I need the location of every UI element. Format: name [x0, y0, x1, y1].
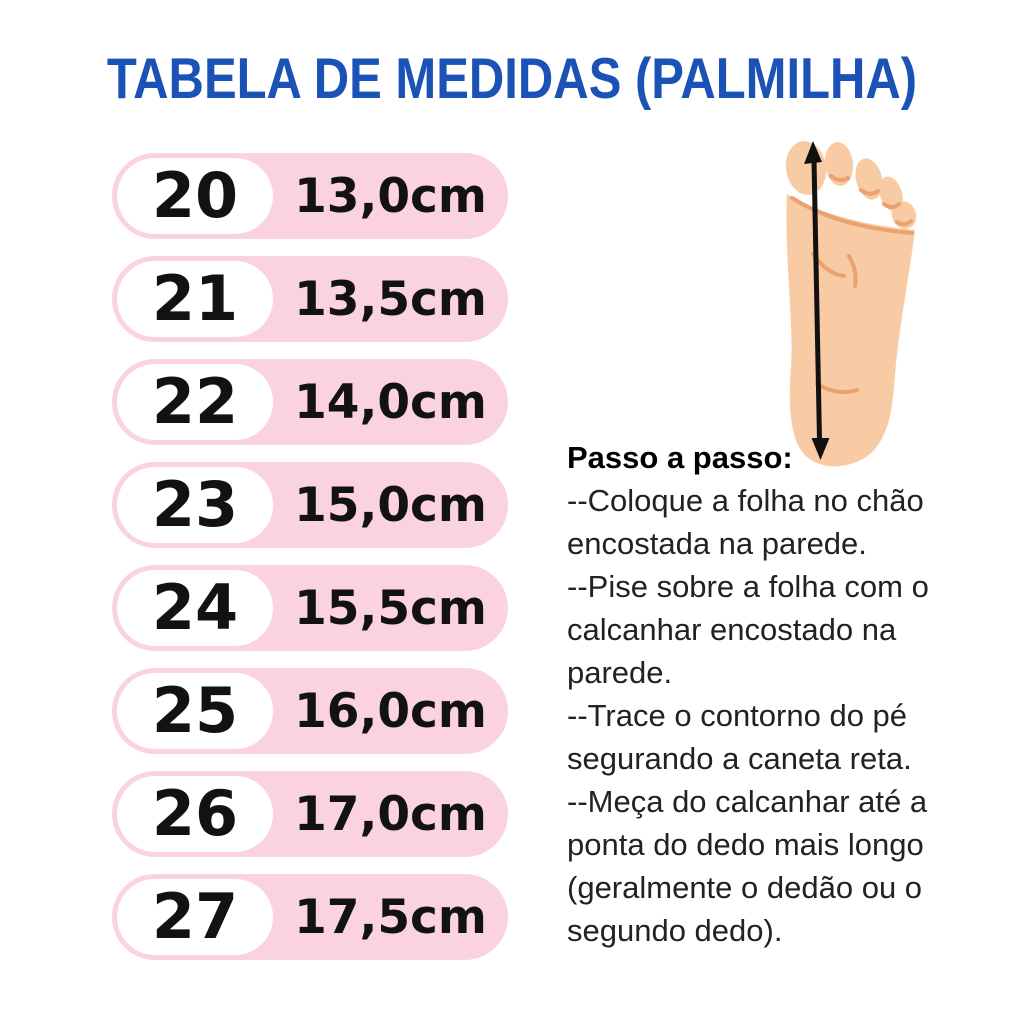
size-number: 20 — [151, 159, 239, 232]
size-number: 26 — [151, 777, 239, 850]
size-badge — [117, 364, 273, 440]
size-table — [112, 153, 508, 960]
size-badge — [117, 879, 273, 955]
size-number: 23 — [151, 468, 239, 541]
foot-illustration — [775, 138, 925, 470]
instruction-step: --Meça do calcanhar até a ponta do dedo mais longo (geralmente o dedão ou o segundo dedo). — [567, 784, 928, 948]
page-title: TABELA DE MEDIDAS (PALMILHA) — [106, 47, 918, 111]
size-badge — [117, 261, 273, 337]
instruction-step: --Coloque a folha no chão encostada na parede. — [567, 483, 924, 561]
table-row — [112, 256, 508, 342]
instruction-step: --Pise sobre a folha com o calcanhar encostado na parede. — [567, 569, 929, 690]
insole-length: 14,0cm — [294, 374, 487, 430]
size-number: 21 — [151, 262, 239, 335]
table-row — [112, 359, 508, 445]
table-row — [112, 668, 508, 754]
insole-length: 13,5cm — [294, 271, 487, 327]
foot-sole-icon — [775, 138, 925, 470]
table-row — [112, 565, 508, 651]
size-number: 24 — [151, 571, 239, 644]
insole-length: 17,0cm — [294, 786, 487, 842]
size-number: 27 — [151, 880, 239, 953]
size-badge — [117, 570, 273, 646]
insole-length: 17,5cm — [294, 889, 487, 945]
size-number: 22 — [151, 365, 239, 438]
insole-length: 15,0cm — [294, 477, 487, 533]
table-row — [112, 153, 508, 239]
size-badge — [117, 467, 273, 543]
size-badge — [117, 673, 273, 749]
instructions-block — [567, 436, 987, 952]
instructions-heading: Passo a passo: — [567, 440, 793, 475]
table-row — [112, 462, 508, 548]
table-row — [112, 771, 508, 857]
size-badge — [117, 158, 273, 234]
size-badge — [117, 776, 273, 852]
instruction-step: --Trace o contorno do pé segurando a caneta reta. — [567, 698, 912, 776]
table-row — [112, 874, 508, 960]
insole-length: 16,0cm — [294, 683, 487, 739]
size-number: 25 — [151, 674, 239, 747]
insole-length: 15,5cm — [294, 580, 487, 636]
insole-length: 13,0cm — [294, 168, 487, 224]
